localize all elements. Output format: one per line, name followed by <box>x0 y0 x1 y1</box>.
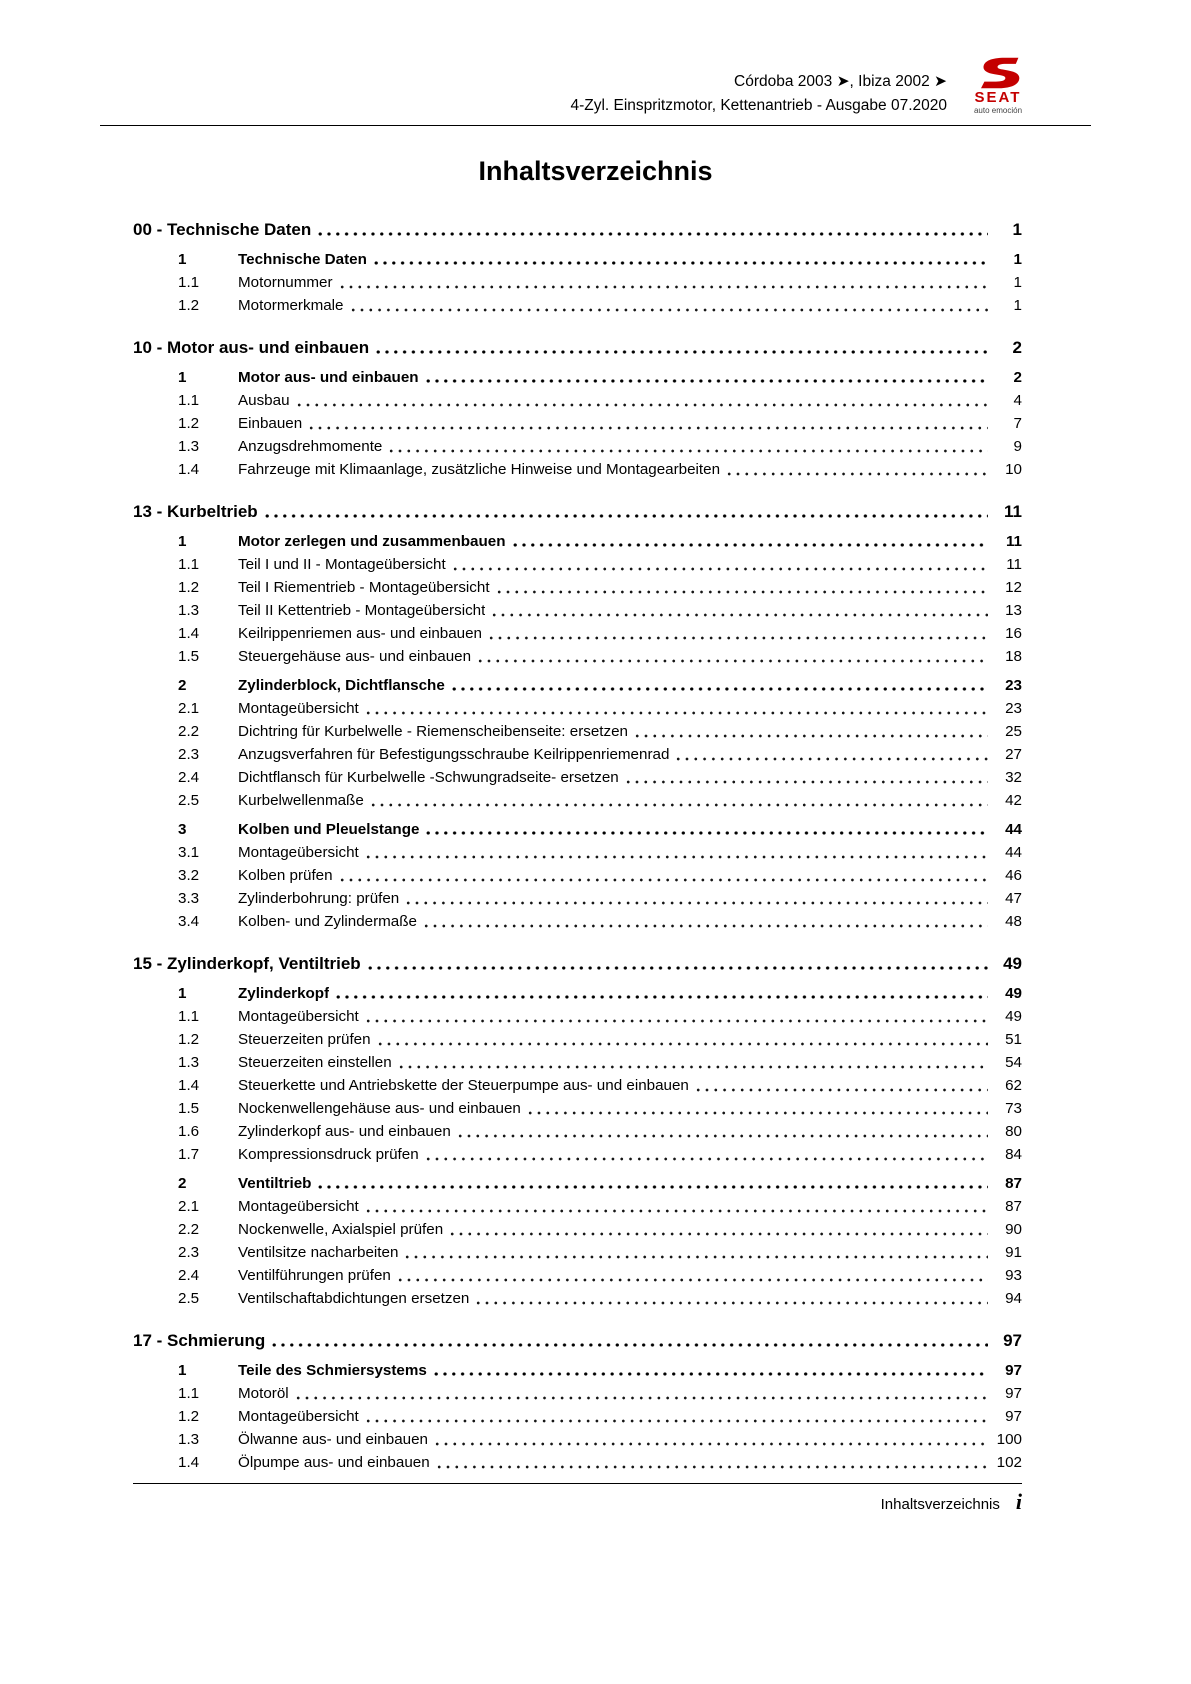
dot-leader <box>368 965 988 971</box>
dot-leader <box>398 1277 988 1283</box>
toc-entry-title: Montageübersicht <box>238 1408 359 1425</box>
toc-entry-page: 47 <box>1005 890 1022 907</box>
toc-entry-page: 2 <box>1013 369 1022 386</box>
toc-entry-row <box>133 645 1022 668</box>
dot-leader <box>376 349 988 355</box>
toc-entry-row <box>133 1074 1022 1097</box>
dot-leader <box>378 1041 988 1047</box>
footer-page-number: i <box>1015 1489 1022 1514</box>
dot-leader <box>366 1208 988 1214</box>
dot-leader <box>309 425 988 431</box>
toc-entry-row <box>133 910 1022 933</box>
toc-entry-row <box>133 1097 1022 1120</box>
toc-entry-number: 1 <box>178 1362 187 1379</box>
toc-entry-number: 1 <box>178 533 187 550</box>
toc-entry-page: 10 <box>1005 461 1022 478</box>
toc-entry-title: Dichtflansch für Kurbelwelle -Schwungradseite- ersetzen <box>238 769 619 786</box>
toc-entry-title: Kurbelwellenmaße <box>238 792 364 809</box>
dot-leader <box>513 542 988 548</box>
page-footer <box>133 1483 1022 1515</box>
toc-entry-title: Keilrippenriemen aus- und einbauen <box>238 625 483 642</box>
toc-entry-row <box>133 366 1022 389</box>
toc-chapter-page: 11 <box>1004 502 1022 521</box>
toc-entry-number: 1.1 <box>178 556 200 573</box>
toc-entry-row <box>133 458 1022 481</box>
header-manual-line: 4-Zyl. Einspritzmotor, Kettenantrieb - Ausgabe 07.2020 <box>570 97 947 114</box>
toc-entry-number: 3.4 <box>178 913 200 930</box>
dot-leader <box>476 1300 988 1306</box>
toc-entry-number: 1.4 <box>178 1454 200 1471</box>
toc-entry-row <box>133 1028 1022 1051</box>
toc-chapter-block <box>133 217 1022 317</box>
toc-entry-title: Kompressionsdruck prüfen <box>238 1146 419 1163</box>
toc-entry-row <box>133 412 1022 435</box>
toc-entry-row <box>133 887 1022 910</box>
toc-entry-title: Anzugsverfahren für Befestigungsschraube Keilrippenriemenrad <box>238 746 670 763</box>
toc-entry-row <box>133 389 1022 412</box>
toc-entry-title: Teil I und II - Montageübersicht <box>238 556 446 573</box>
toc-entry-number: 1.3 <box>178 602 200 619</box>
toc-chapter-row <box>133 217 1022 242</box>
toc-chapter-title: 13 - Kurbeltrieb <box>133 502 258 521</box>
toc-entry-title: Technische Daten <box>238 251 367 268</box>
dot-leader <box>492 612 988 618</box>
toc-entry-row <box>133 271 1022 294</box>
dot-leader <box>405 1254 988 1260</box>
toc-entry-title: Teil II Kettentrieb - Montageübersicht <box>238 602 486 619</box>
dot-leader <box>366 854 988 860</box>
toc-entry-title: Ventilsitze nacharbeiten <box>238 1244 399 1261</box>
toc-entry-title: Steuerzeiten einstellen <box>238 1054 392 1071</box>
dot-leader <box>434 1371 988 1377</box>
dot-leader <box>497 589 988 595</box>
dot-leader <box>635 733 988 739</box>
dot-leader <box>426 830 988 836</box>
toc-entry-title: Nockenwellengehäuse aus- und einbauen <box>238 1100 521 1117</box>
dot-leader <box>626 779 988 785</box>
toc-entry-number: 2.5 <box>178 792 200 809</box>
toc-entry-row <box>133 1382 1022 1405</box>
seat-logo <box>963 56 1033 115</box>
seat-logo-wordmark: SEAT <box>974 89 1022 106</box>
toc-entry-row <box>133 553 1022 576</box>
toc-chapter-page: 2 <box>1012 338 1022 357</box>
dot-leader <box>366 710 988 716</box>
toc-entry-page: 51 <box>1005 1031 1022 1048</box>
dot-leader <box>399 1064 988 1070</box>
toc-entry-title: Steuerkette und Antriebskette der Steuerpumpe aus- und einbauen <box>238 1077 689 1094</box>
toc-entry-number: 2.3 <box>178 1244 200 1261</box>
toc-entry-page: 11 <box>1006 556 1022 573</box>
dot-leader <box>374 260 988 266</box>
toc-entry-number: 1 <box>178 251 187 268</box>
toc-entry-number: 3.2 <box>178 867 200 884</box>
dot-leader <box>458 1133 988 1139</box>
dot-leader <box>366 1018 988 1024</box>
toc-entry-row <box>133 248 1022 271</box>
toc-entry-number: 1.2 <box>178 415 200 432</box>
toc-entry-page: 90 <box>1005 1221 1022 1238</box>
dot-leader <box>489 635 988 641</box>
toc-entry-page: 7 <box>1013 415 1022 432</box>
dot-leader <box>435 1441 988 1447</box>
toc-entry-row <box>133 1005 1022 1028</box>
toc-entry-number: 2 <box>178 677 187 694</box>
toc-chapter-page: 1 <box>1012 220 1022 239</box>
toc-entry-page: 1 <box>1013 274 1022 291</box>
toc-entry-row <box>133 1451 1022 1474</box>
toc-entry-row <box>133 622 1022 645</box>
toc-entry-row <box>133 1264 1022 1287</box>
toc-entry-row <box>133 743 1022 766</box>
toc-entry-number: 2.2 <box>178 723 200 740</box>
toc-entry-title: Ausbau <box>238 392 290 409</box>
dot-leader <box>437 1464 988 1470</box>
toc-entry-row <box>133 789 1022 812</box>
toc-entry-page: 42 <box>1005 792 1022 809</box>
toc-entry-page: 18 <box>1005 648 1022 665</box>
toc-entry-page: 62 <box>1005 1077 1022 1094</box>
toc-entry-row <box>133 697 1022 720</box>
dot-leader <box>297 402 988 408</box>
toc-entry-page: 87 <box>1005 1198 1022 1215</box>
dot-leader <box>426 378 988 384</box>
toc-chapter-block <box>133 335 1022 481</box>
dot-leader <box>676 756 988 762</box>
toc-chapter-title: 15 - Zylinderkopf, Ventiltrieb <box>133 954 361 973</box>
page-header <box>0 0 1191 118</box>
toc-entry-title: Ölpumpe aus- und einbauen <box>238 1454 430 1471</box>
toc-entry-title: Dichtring für Kurbelwelle - Riemenscheibenseite: ersetzen <box>238 723 628 740</box>
toc-entry-row <box>133 1428 1022 1451</box>
toc-entry-page: 102 <box>996 1454 1022 1471</box>
toc-entry-page: 54 <box>1005 1054 1022 1071</box>
toc-chapter-row <box>133 951 1022 976</box>
toc-entry-number: 1.4 <box>178 1077 200 1094</box>
dot-leader <box>453 566 988 572</box>
toc-entry-title: Ölwanne aus- und einbauen <box>238 1431 428 1448</box>
toc-entry-number: 2.3 <box>178 746 200 763</box>
toc-entry-number: 1.2 <box>178 1031 200 1048</box>
toc-entry-row <box>133 1405 1022 1428</box>
toc-entry-page: 44 <box>1005 844 1022 861</box>
toc-entry-number: 1.5 <box>178 1100 200 1117</box>
toc-entry-row <box>133 1172 1022 1195</box>
toc-entry-number: 3.1 <box>178 844 200 861</box>
toc-entry-number: 1.1 <box>178 274 200 291</box>
toc-entry-row <box>133 982 1022 1005</box>
dot-leader <box>452 686 988 692</box>
footer-line <box>133 1489 1022 1515</box>
toc-entry-number: 1.7 <box>178 1146 200 1163</box>
toc-entry-title: Ventiltrieb <box>238 1175 312 1192</box>
header-divider <box>100 125 1091 126</box>
dot-leader <box>450 1231 988 1237</box>
dot-leader <box>696 1087 988 1093</box>
toc-entry-number: 1.1 <box>178 1385 200 1402</box>
toc-entry-page: 23 <box>1005 677 1022 694</box>
dot-leader <box>389 448 988 454</box>
toc-entry-page: 23 <box>1005 700 1022 717</box>
toc-entry-row <box>133 818 1022 841</box>
toc-entry-number: 1.3 <box>178 438 200 455</box>
toc-entry-page: 1 <box>1013 297 1022 314</box>
toc-entry-page: 4 <box>1013 392 1022 409</box>
toc-chapter-page: 49 <box>1003 954 1022 973</box>
toc-entry-number: 1.5 <box>178 648 200 665</box>
toc-entry-number: 1.4 <box>178 461 200 478</box>
toc-chapter-title: 00 - Technische Daten <box>133 220 312 239</box>
toc-entry-title: Teil I Riementrieb - Montageübersicht <box>238 579 490 596</box>
toc-entry-row <box>133 530 1022 553</box>
footer-label: Inhaltsverzeichnis <box>880 1496 1000 1513</box>
dot-leader <box>406 900 988 906</box>
toc-entry-number: 2.4 <box>178 769 200 786</box>
toc-chapter-title: 17 - Schmierung <box>133 1331 266 1350</box>
toc-entry-title: Kolben und Pleuelstange <box>238 821 420 838</box>
toc-entry-row <box>133 1051 1022 1074</box>
toc-entry-number: 1 <box>178 985 187 1002</box>
toc-entry-row <box>133 766 1022 789</box>
dot-leader <box>727 471 988 477</box>
toc-entry-row <box>133 1241 1022 1264</box>
toc-chapter-row <box>133 335 1022 360</box>
toc-entry-page: 97 <box>1005 1408 1022 1425</box>
dot-leader <box>318 231 988 237</box>
toc-entry-page: 13 <box>1005 602 1022 619</box>
toc-entry-number: 2 <box>178 1175 187 1192</box>
toc-entry-page: 46 <box>1005 867 1022 884</box>
toc-entry-number: 1.4 <box>178 625 200 642</box>
toc-entry-page: 16 <box>1005 625 1022 642</box>
toc-entry-page: 1 <box>1013 251 1022 268</box>
dot-leader <box>336 994 988 1000</box>
header-model-line: Córdoba 2003 ➤, Ibiza 2002 ➤ <box>734 73 947 90</box>
footer-divider <box>133 1483 1022 1484</box>
toc-entry-title: Anzugsdrehmomente <box>238 438 383 455</box>
toc-entry-title: Ventilführungen prüfen <box>238 1267 391 1284</box>
toc-entry-row <box>133 599 1022 622</box>
toc-entry-number: 2.2 <box>178 1221 200 1238</box>
toc-entry-row <box>133 720 1022 743</box>
dot-leader <box>426 1156 988 1162</box>
toc-entry-title: Zylinderkopf <box>238 985 330 1002</box>
toc-entry-page: 9 <box>1013 438 1022 455</box>
toc-entry-page: 84 <box>1005 1146 1022 1163</box>
toc-entry-title: Montageübersicht <box>238 1008 359 1025</box>
toc-entry-number: 1.6 <box>178 1123 200 1140</box>
toc-entry-title: Montageübersicht <box>238 700 359 717</box>
dot-leader <box>340 284 988 290</box>
toc-entry-title: Motormerkmale <box>238 297 344 314</box>
toc-chapter-block <box>133 499 1022 933</box>
toc-entry-number: 2.5 <box>178 1290 200 1307</box>
toc-entry-title: Zylinderkopf aus- und einbauen <box>238 1123 451 1140</box>
toc-entry-title: Kolben prüfen <box>238 867 333 884</box>
toc-entry-row <box>133 1120 1022 1143</box>
toc-entry-page: 12 <box>1005 579 1022 596</box>
toc-chapter-page: 97 <box>1003 1331 1022 1350</box>
toc-entry-row <box>133 864 1022 887</box>
toc-entry-title: Einbauen <box>238 415 303 432</box>
dot-leader <box>371 802 988 808</box>
dot-leader <box>340 877 988 883</box>
toc-entry-title: Steuerzeiten prüfen <box>238 1031 371 1048</box>
dot-leader <box>366 1418 988 1424</box>
toc-entry-row <box>133 1143 1022 1166</box>
toc-entry-page: 32 <box>1005 769 1022 786</box>
toc-entry-title: Montageübersicht <box>238 844 359 861</box>
toc-entry-title: Motoröl <box>238 1385 289 1402</box>
toc-entry-number: 2.4 <box>178 1267 200 1284</box>
toc-chapter-row <box>133 1328 1022 1353</box>
toc-entry-page: 80 <box>1005 1123 1022 1140</box>
toc-entry-page: 91 <box>1005 1244 1022 1261</box>
toc-entry-page: 27 <box>1005 746 1022 763</box>
toc-entry-number: 1.3 <box>178 1054 200 1071</box>
dot-leader <box>296 1395 988 1401</box>
seat-logo-icon <box>963 56 1033 90</box>
toc-entry-number: 1.1 <box>178 392 200 409</box>
toc-entry-title: Fahrzeuge mit Klimaanlage, zusätzliche Hinweise und Montagearbeiten <box>238 461 721 478</box>
dot-leader <box>528 1110 988 1116</box>
toc-entry-page: 97 <box>1005 1362 1022 1379</box>
toc-entry-page: 94 <box>1005 1290 1022 1307</box>
dot-leader <box>272 1342 988 1348</box>
toc-entry-number: 1.2 <box>178 297 200 314</box>
dot-leader <box>351 307 989 313</box>
toc-entry-title: Nockenwelle, Axialspiel prüfen <box>238 1221 444 1238</box>
toc-entry-page: 87 <box>1005 1175 1022 1192</box>
toc <box>133 217 1022 1474</box>
toc-entry-page: 44 <box>1005 821 1022 838</box>
toc-entry-number: 1.2 <box>178 579 200 596</box>
seat-logo-tagline: auto emoción <box>973 106 1023 115</box>
toc-entry-page: 49 <box>1005 985 1022 1002</box>
toc-entry-number: 3.3 <box>178 890 200 907</box>
dot-leader <box>318 1184 988 1190</box>
toc-entry-title: Motor zerlegen und zusammenbauen <box>238 533 506 550</box>
toc-entry-number: 1 <box>178 369 187 386</box>
dot-leader <box>478 658 988 664</box>
toc-entry-title: Motor aus- und einbauen <box>238 369 419 386</box>
toc-entry-number: 2.1 <box>178 700 200 717</box>
toc-entry-number: 1.2 <box>178 1408 200 1425</box>
toc-entry-title: Zylinderbohrung: prüfen <box>238 890 400 907</box>
header-text <box>570 56 947 118</box>
toc-entry-number: 3 <box>178 821 187 838</box>
toc-entry-row <box>133 1287 1022 1310</box>
toc-chapter-title: 10 - Motor aus- und einbauen <box>133 338 370 357</box>
dot-leader <box>265 513 988 519</box>
toc-entry-row <box>133 1195 1022 1218</box>
toc-entry-row <box>133 576 1022 599</box>
toc-entry-title: Motornummer <box>238 274 333 291</box>
toc-chapter-block <box>133 951 1022 1310</box>
toc-entry-title: Steuergehäuse aus- und einbauen <box>238 648 472 665</box>
toc-entry-page: 97 <box>1005 1385 1022 1402</box>
page-title: Inhaltsverzeichnis <box>478 156 713 186</box>
toc-entry-number: 1.1 <box>178 1008 200 1025</box>
toc-entry-row <box>133 435 1022 458</box>
toc-entry-page: 93 <box>1005 1267 1022 1284</box>
toc-entry-page: 49 <box>1005 1008 1022 1025</box>
toc-entry-title: Teile des Schmiersystems <box>238 1362 427 1379</box>
toc-entry-row <box>133 1218 1022 1241</box>
toc-entry-page: 100 <box>996 1431 1022 1448</box>
toc-entry-title: Montageübersicht <box>238 1198 359 1215</box>
toc-entry-title: Kolben- und Zylindermaße <box>238 913 417 930</box>
toc-entry-row <box>133 1359 1022 1382</box>
toc-entry-title: Zylinderblock, Dichtflansche <box>238 677 445 694</box>
toc-entry-page: 11 <box>1005 533 1022 550</box>
toc-entry-number: 1.3 <box>178 1431 200 1448</box>
toc-entry-page: 25 <box>1005 723 1022 740</box>
toc-entry-row <box>133 294 1022 317</box>
toc-entry-row <box>133 674 1022 697</box>
toc-entry-number: 2.1 <box>178 1198 200 1215</box>
toc-chapter-block <box>133 1328 1022 1474</box>
toc-chapter-row <box>133 499 1022 524</box>
toc-entry-page: 73 <box>1005 1100 1022 1117</box>
toc-entry-page: 48 <box>1005 913 1022 930</box>
toc-entry-title: Ventilschaftabdichtungen ersetzen <box>238 1290 470 1307</box>
dot-leader <box>424 923 988 929</box>
toc-entry-row <box>133 841 1022 864</box>
